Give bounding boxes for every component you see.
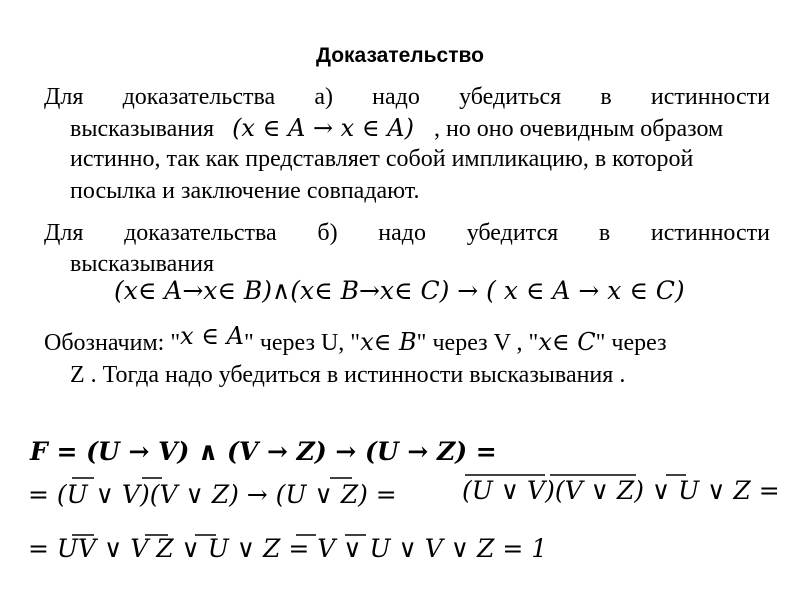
equation-1: F = (U → V) ∧ (V → Z) → (U → Z) = (30, 437, 497, 466)
denote-text-a: Обозначим: " (44, 330, 181, 356)
para-a-line-2 (70, 113, 723, 144)
equation-3: = UV ∨ V Z ∨ U ∨ Z = V ∨ U ∨ V ∨ Z = 1 (28, 534, 548, 563)
denote-text-c: " через V , " (416, 330, 539, 356)
denote-line-1 (44, 322, 667, 358)
denote-line-2: Z . Тогда надо убедиться в истинности высказывания . (70, 362, 626, 388)
para-a-line-2-text: высказывания (70, 116, 215, 142)
equation-2-left: = (U ∨ V)(V ∨ Z) → (U ∨ Z) = (28, 480, 397, 509)
formula-a: (x ∈ A → x ∈ A) (232, 114, 414, 142)
para-a-line-1: Для доказательства а) надо убедиться в истинности (44, 84, 770, 110)
para-b-line-1: Для доказательства б) надо убедится в истинности (44, 220, 770, 246)
denote-math-u: x ∈ A (180, 322, 245, 350)
para-b-line-2: высказывания (70, 251, 215, 277)
denote-text-d: " через (595, 330, 667, 356)
para-a-line-4: посылка и заключение совпадают. (70, 178, 420, 204)
denote-math-v: x∈ B (360, 328, 417, 356)
slide-title: Доказательство (316, 44, 484, 67)
para-a-line-2-tail: , но оно очевидным образом (433, 116, 724, 142)
denote-math-z: x∈ C (538, 328, 596, 356)
denote-text-b: " через U, " (244, 330, 361, 356)
para-a-line-3: истинно, так как представляет собой импликацию, в которой (70, 146, 694, 172)
equation-2-right: (U ∨ V)(V ∨ Z) ∨ U ∨ Z = (462, 476, 780, 505)
formula-b: (x∈ A→x∈ B)∧(x∈ B→x∈ C) → ( x ∈ A → x ∈ C) (114, 276, 685, 305)
